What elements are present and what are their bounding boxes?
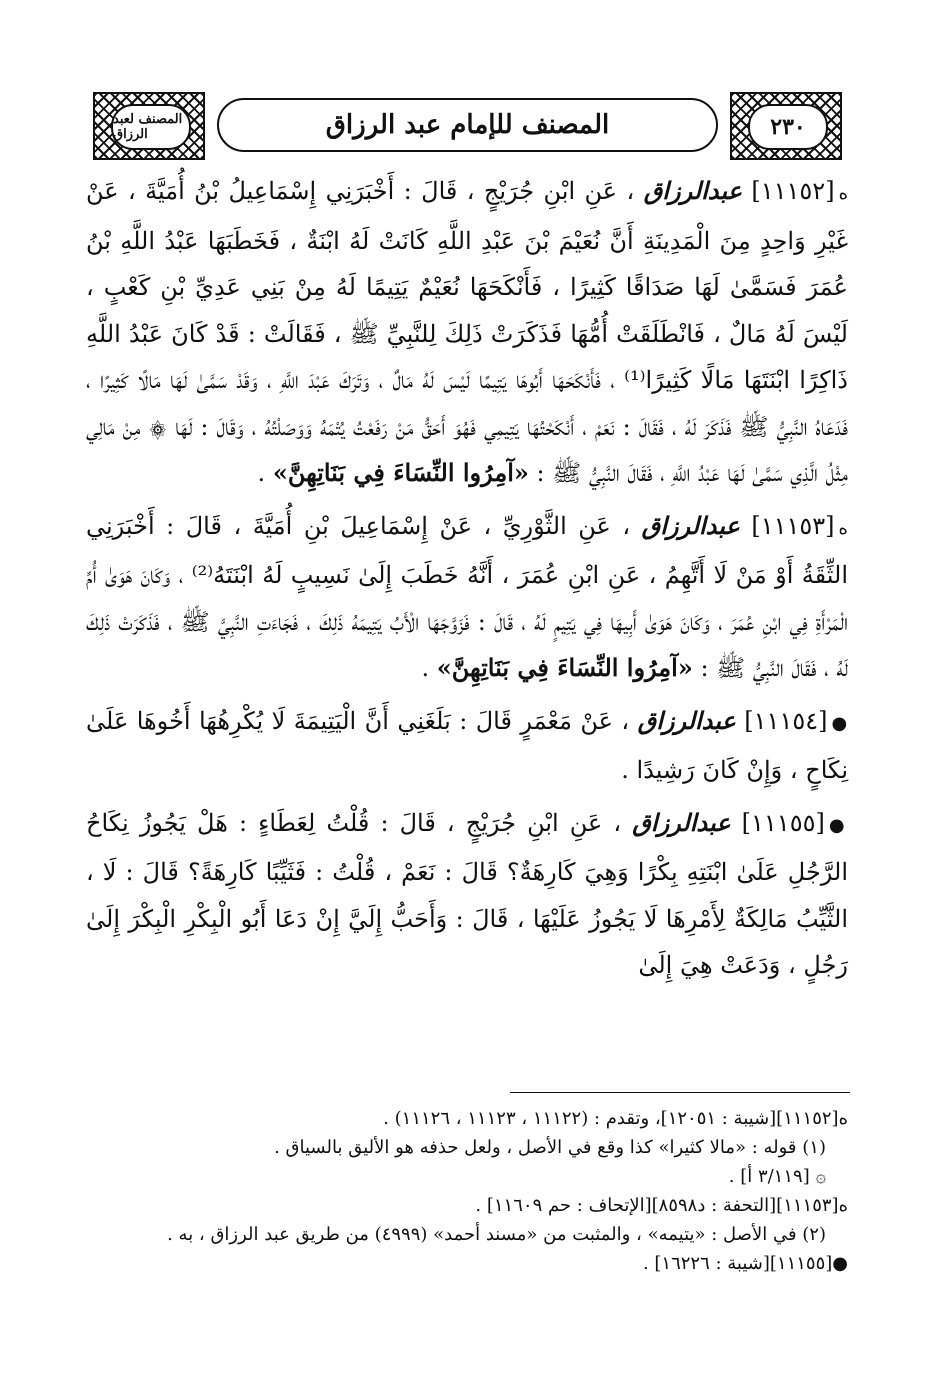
- entry-author: عبدالرزاق: [632, 807, 731, 837]
- entry-end: .: [257, 459, 266, 487]
- hadith-entry-11155: [86, 800, 848, 989]
- entry-number: [١١١٥٢]: [751, 177, 835, 205]
- entry-end: .: [421, 654, 430, 682]
- entry-text: ، عَنْ مَعْمَرٍ قَالَ : بَلَغَنِي أَنَّ الْيَتِيمَةَ لَا يُكْرِهُهَا أَخُوهَا عَلَىٰ نِكَاحٍ ، وَإِنْ كَانَ رَشِيدًا .: [86, 706, 848, 784]
- entry-text: ، عَنِ ابْنِ جُرَيْجٍ ، قَالَ : أَخْبَرَنِي إِسْمَاعِيلُ بْنُ أُمَيَّةَ ، عَنْ غَيْرِ وَاحِدٍ مِنَ الْمَدِينَةِ أَنَّ نُعَيْمَ بْنَ عَبْدِ اللَّهِ كَانَتْ لَهُ ابْنَةٌ ، فَخَطَبَهَا عَبْدُ اللَّهِ بْنُ عُمَرَ فَسَمَّىٰ لَهَا صَدَاقًا كَثِيرًا ، فَأَنْكَحَهَا نُعَيْمٌ يَتِيمًا لَهُ مِنْ بَنِي عَدِيِّ بْنِ كَعْبٍ ، لَيْسَ لَهُ مَالٌ ، فَانْطَلَقَتْ أُمُّهَا فَذَكَرَتْ ذَلِكَ لِلنَّبِيِّ ﷺ ، فَقَالَتْ : قَدْ كَانَ عَبْدُ اللَّهِ ذَاكِرًا ابْنَتَهَا مَالًا كَثِيرًا⁽¹⁾ ، فَأَنْكَحَهَا أَبُوهَا يَتِيمًا لَيْسَ لَهُ مَالٌ ، وَتَرَكَ عَبْدَ اللَّهِ ، وَقَدْ سَمَّىٰ لَهَا مَالًا كَثِيرًا ، فَدَعَاهُ النَّبِيُّ ﷺ فَذَكَرَ لَهُ ، فَقَالَ : نَعَمْ ، أَنْكَحْتُهَا يَتِيمِي فَهُوَ أَحَقُّ مَنْ رَفَعْتُ يُتْمَهُ وَوَصَلْتُهُ ، وَقَالَ : لَهَا ۞ مِنْ مَالِي مِثْلُ الَّذِي سَمَّىٰ لَهَا عَبْدُ اللَّهِ ، فَقَالَ النَّبِيُّ ﷺ :: [86, 177, 848, 487]
- header-ornament-right: [730, 92, 842, 160]
- footnote-folio: ۞ [٣/١١٩ أ] .: [728, 1166, 826, 1187]
- hadith-entry-11154: [86, 698, 848, 794]
- entry-marker: ە: [838, 183, 848, 204]
- entry-number: [١١١٥٤]: [744, 706, 828, 735]
- entry-author: عبدالرزاق: [643, 176, 742, 205]
- footnote-separator: [510, 1092, 850, 1093]
- entry-text: ، عَنِ الثَّوْرِيِّ ، عَنْ إِسْمَاعِيلَ بْنِ أُمَيَّةَ ، قَالَ : أَخْبَرَنِي الثِّقَةُ أَوْ مَنْ لَا أَتَّهِمُ ، عَنِ ابْنِ عُمَرَ ، أَنَّهُ خَطَبَ إِلَىٰ نَسِيبٍ لَهُ ابْنَتَهُ⁽²⁾ ، وَكَانَ هَوَىٰ أُمِّ الْمَرْأَةِ فِي ابْنِ عُمَرَ ، وَكَانَ هَوَىٰ أَبِيهَا فِي يَتِيمٍ لَهُ ، قَالَ : فَزَوَّجَهَا الْأَبُ يَتِيمَهُ ذَلِكَ ، فَجَاءَتِ النَّبِيَّ ﷺ ، فَذَكَرَتْ ذَلِكَ لَهُ ، فَقَالَ النَّبِيُّ ﷺ :: [86, 511, 848, 682]
- page-header: [93, 92, 842, 160]
- header-ornament-left: [93, 92, 205, 160]
- entry-text: ، عَنِ ابْنِ جُرَيْجٍ ، قَالَ : قُلْتُ لِعَطَاءٍ : هَلْ يَجُوزُ نِكَاحُ الرَّجُلِ عَلَىٰ ابْنَتِهِ بِكْرًا وَهِيَ كَارِهَةٌ؟ قَالَ : نَعَمْ ، قُلْتُ : فَثَيِّبًا كَارِهَةً؟ قَالَ : لَا ، الثَّيِّبُ مَالِكَةٌ لِأَمْرِهَا لَا يَجُوزُ عَلَيْهَا ، قَالَ : وَأَحَبُّ إِلَيَّ إِنْ دَعَا أَبُو الْبِكْرِ الْبِكْرَ إِلَىٰ رَجُلٍ ، وَدَعَتْ هِيَ إِلَىٰ: [86, 808, 848, 979]
- hadith-entry-11152: [86, 168, 848, 497]
- entry-author: عبدالرزاق: [637, 705, 736, 735]
- footnote-2: (٢) في الأصل : «يتيمه» ، والمثبت من «مسند أحمد» (٤٩٩٩) من طريق عبد الرزاق ، به .: [167, 1224, 826, 1245]
- footnotes: [86, 1104, 848, 1278]
- running-title: المصنف للإمام عبد الرزاق: [217, 98, 718, 152]
- entry-author: عبدالرزاق: [641, 510, 740, 540]
- entry-quote: «آمِرُوا النِّسَاءَ فِي بَنَاتِهِنَّ»: [436, 653, 693, 682]
- footnote-1: (١) قوله : «مالا كثيرا» كذا وقع في الأصل ، ولعل حذفه هو الأليق بالسياق .: [274, 1137, 826, 1158]
- entry-number: [١١١٥٥]: [741, 808, 825, 837]
- header-badge: المصنف لعبد الرزاق: [111, 104, 191, 150]
- page-number: ٢٣٠: [748, 104, 828, 150]
- entry-quote: «آمِرُوا النِّسَاءَ فِي بَنَاتِهِنَّ»: [272, 458, 529, 487]
- footnote-ref-11155: ●[١١١٥٥][شيبة : ١٦٢٢٦] .: [642, 1253, 848, 1274]
- entry-number: [١١١٥٣]: [751, 511, 835, 540]
- entry-marker: ●: [828, 814, 848, 836]
- entry-marker: ●: [831, 712, 848, 734]
- hadith-entry-11153: [86, 503, 848, 692]
- footnote-ref-11152: ە[١١١٥٢][شيبة : ١٢٠٥١]، وتقدم : (١١١٢٢ ، ١١١٢٣ ، ١١١٢٦) .: [383, 1108, 848, 1129]
- entry-marker: ە: [838, 517, 848, 539]
- footnote-ref-11153: ە[١١١٥٣][التحفة : د٨٥٩٨][الإتحاف : حم ١١٦٠٩] .: [475, 1195, 848, 1216]
- main-text: [86, 168, 848, 995]
